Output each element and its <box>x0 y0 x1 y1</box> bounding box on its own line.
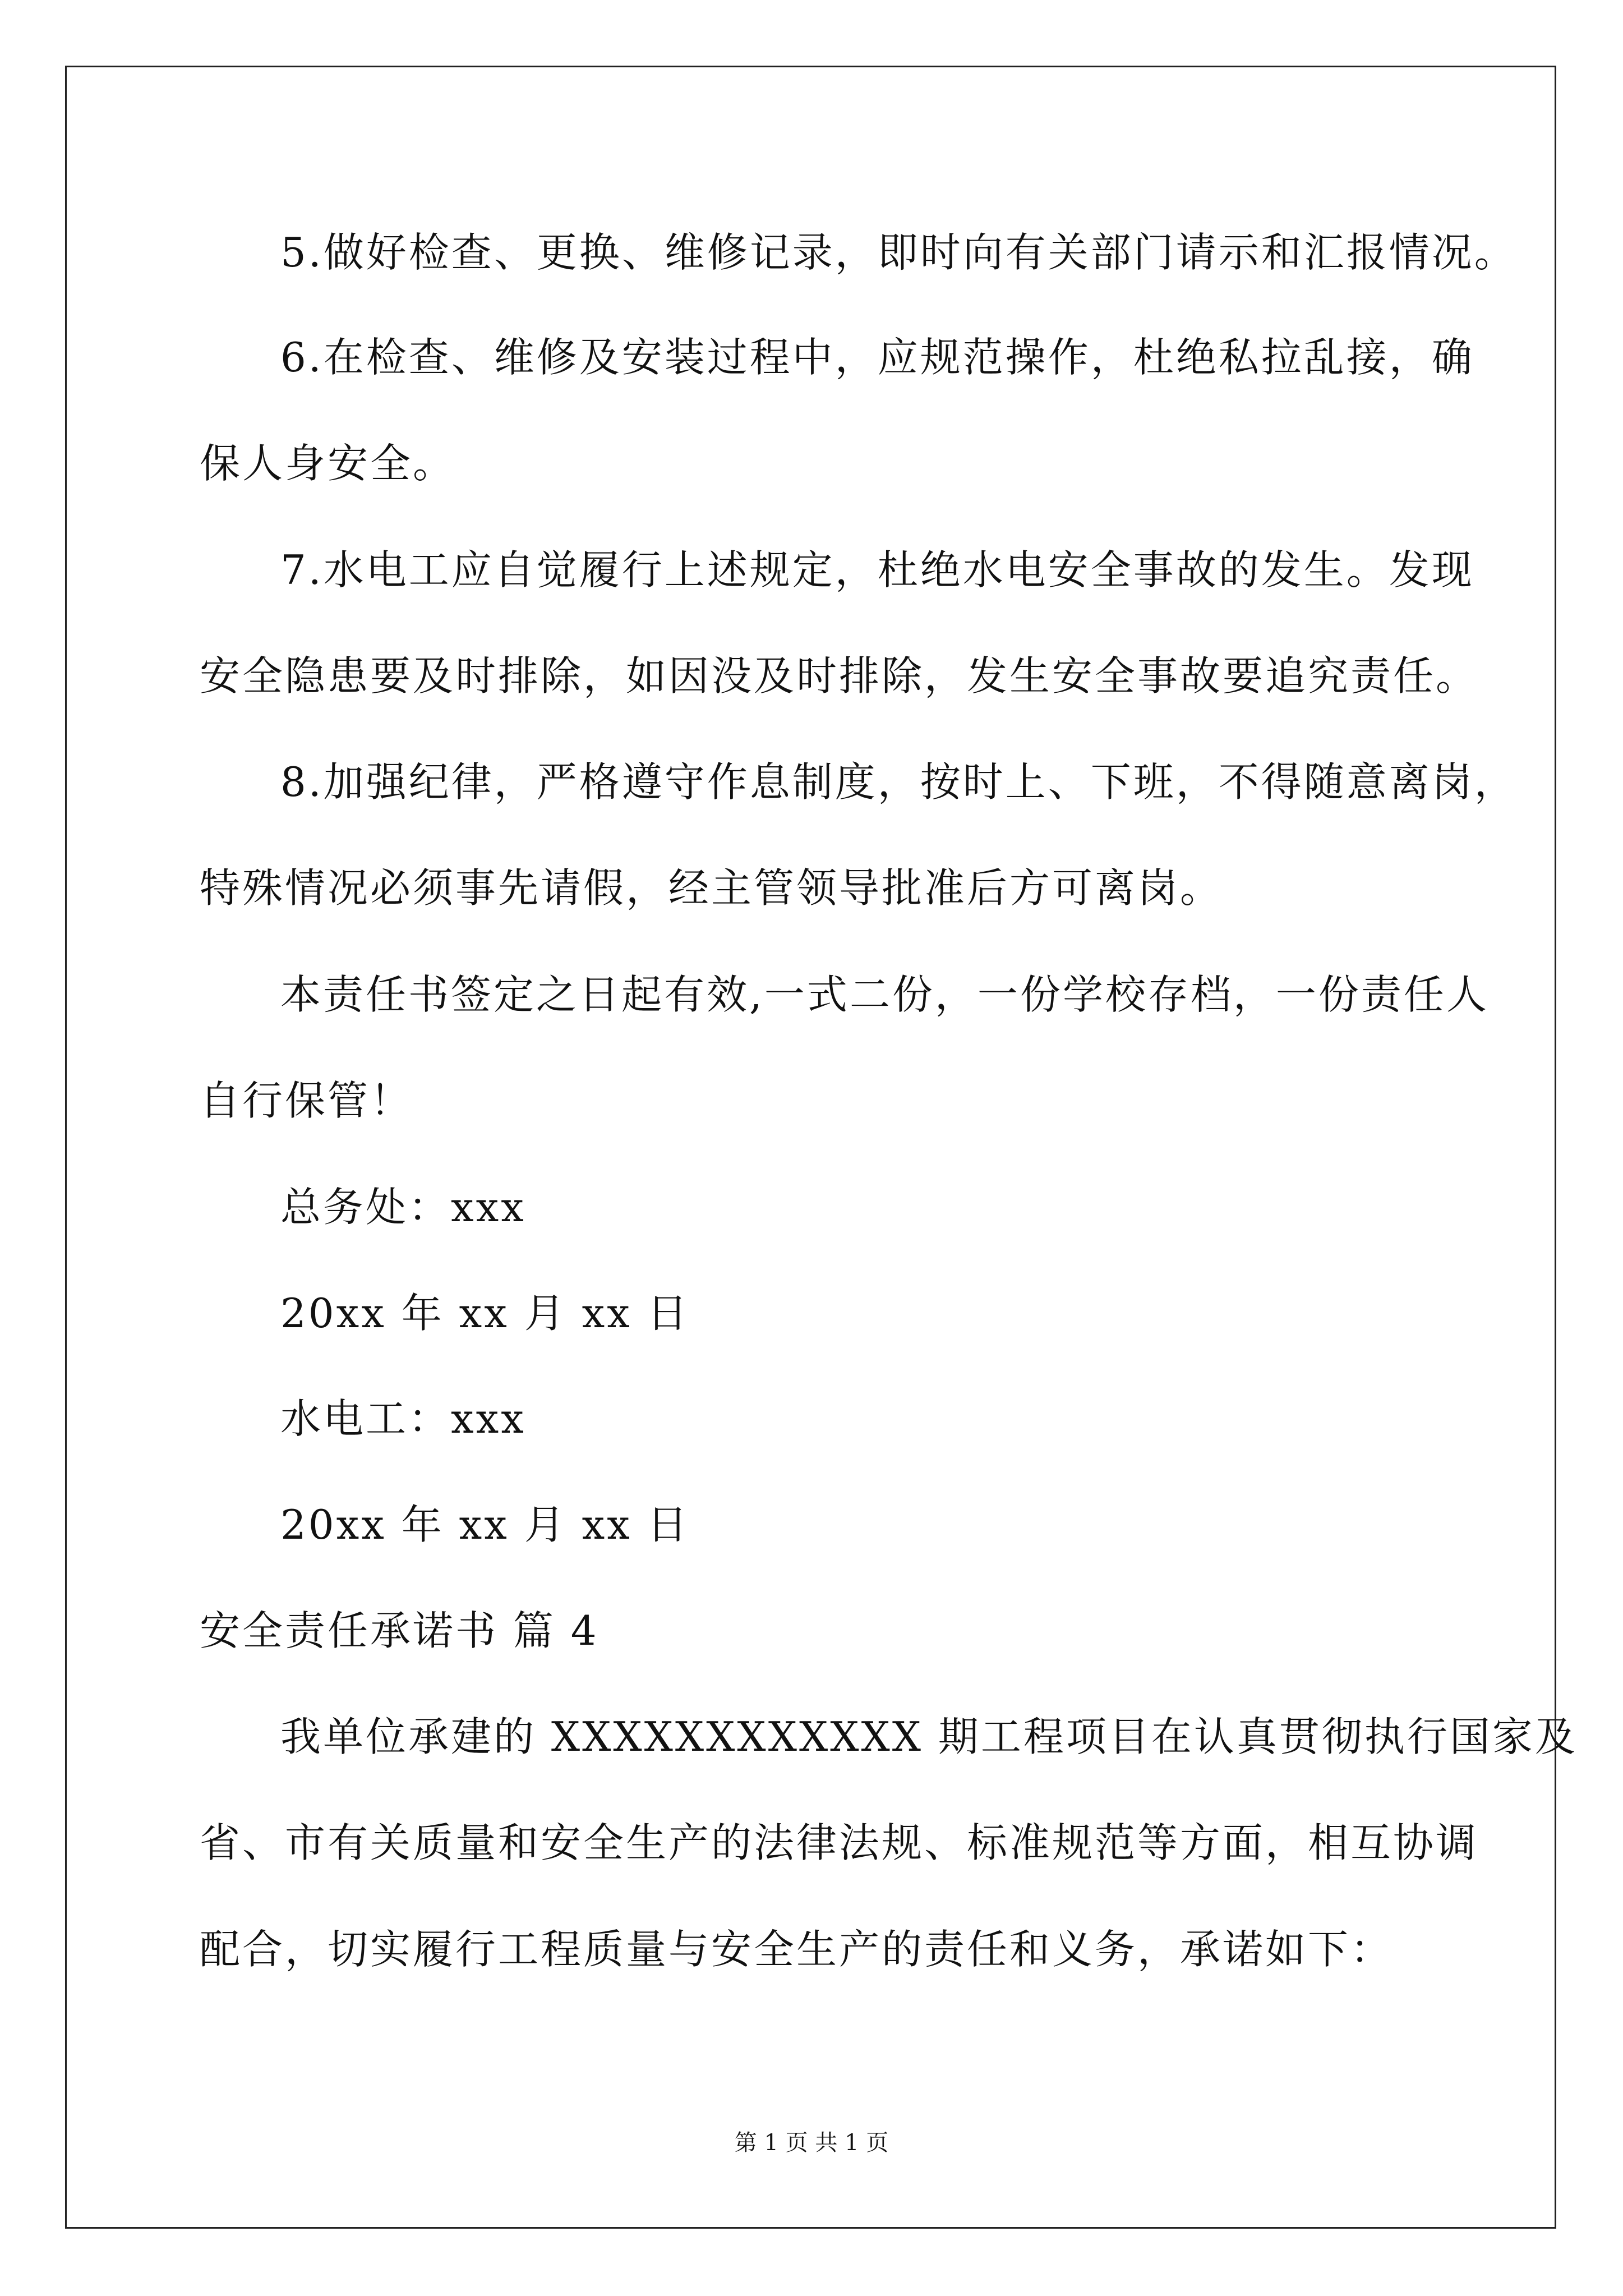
paragraph-line: 安全隐患要及时排除，如因没及时排除，发生安全事故要追究责任。 <box>200 652 1479 700</box>
signature-line: 水电工：xxx <box>280 1395 526 1442</box>
date-line: 20xx 年 xx 月 xx 日 <box>280 1501 690 1548</box>
paragraph-line: 8.加强纪律，严格遵守作息制度，按时上、下班，不得随意离岗， <box>280 758 1517 806</box>
paragraph-line: 7.水电工应自觉履行上述规定，杜绝水电安全事故的发生。发现 <box>280 546 1474 593</box>
paragraph-line: 6.在检查、维修及安装过程中，应规范操作，杜绝私拉乱接，确 <box>280 334 1474 381</box>
paragraph-line: 自行保管！ <box>200 1077 413 1124</box>
paragraph-line: 省、市有关质量和安全生产的法律法规、标准规范等方面，相互协调 <box>200 1819 1479 1866</box>
date-line: 20xx 年 xx 月 xx 日 <box>280 1290 690 1337</box>
paragraph-line: 我单位承建的 XXXXXXXXXXXX 期工程项目在认真贯彻执行国家及 <box>280 1713 1578 1760</box>
paragraph-line: 特殊情况必须事先请假，经主管领导批准后方可离岗。 <box>200 864 1223 912</box>
page-footer: 第 1 页 共 1 页 <box>734 2130 889 2156</box>
paragraph-line: 本责任书签定之日起有效,一式二份，一份学校存档，一份责任人 <box>280 971 1489 1018</box>
signature-line: 总务处：xxx <box>280 1184 526 1231</box>
paragraph-line: 配合，切实履行工程质量与安全生产的责任和义务，承诺如下： <box>200 1926 1394 1973</box>
paragraph-line: 保人身安全。 <box>200 440 456 487</box>
page-border <box>65 66 1556 2229</box>
section-heading: 安全责任承诺书 篇 4 <box>200 1607 599 1654</box>
paragraph-line: 5.做好检查、更换、维修记录，即时向有关部门请示和汇报情况。 <box>280 229 1517 276</box>
